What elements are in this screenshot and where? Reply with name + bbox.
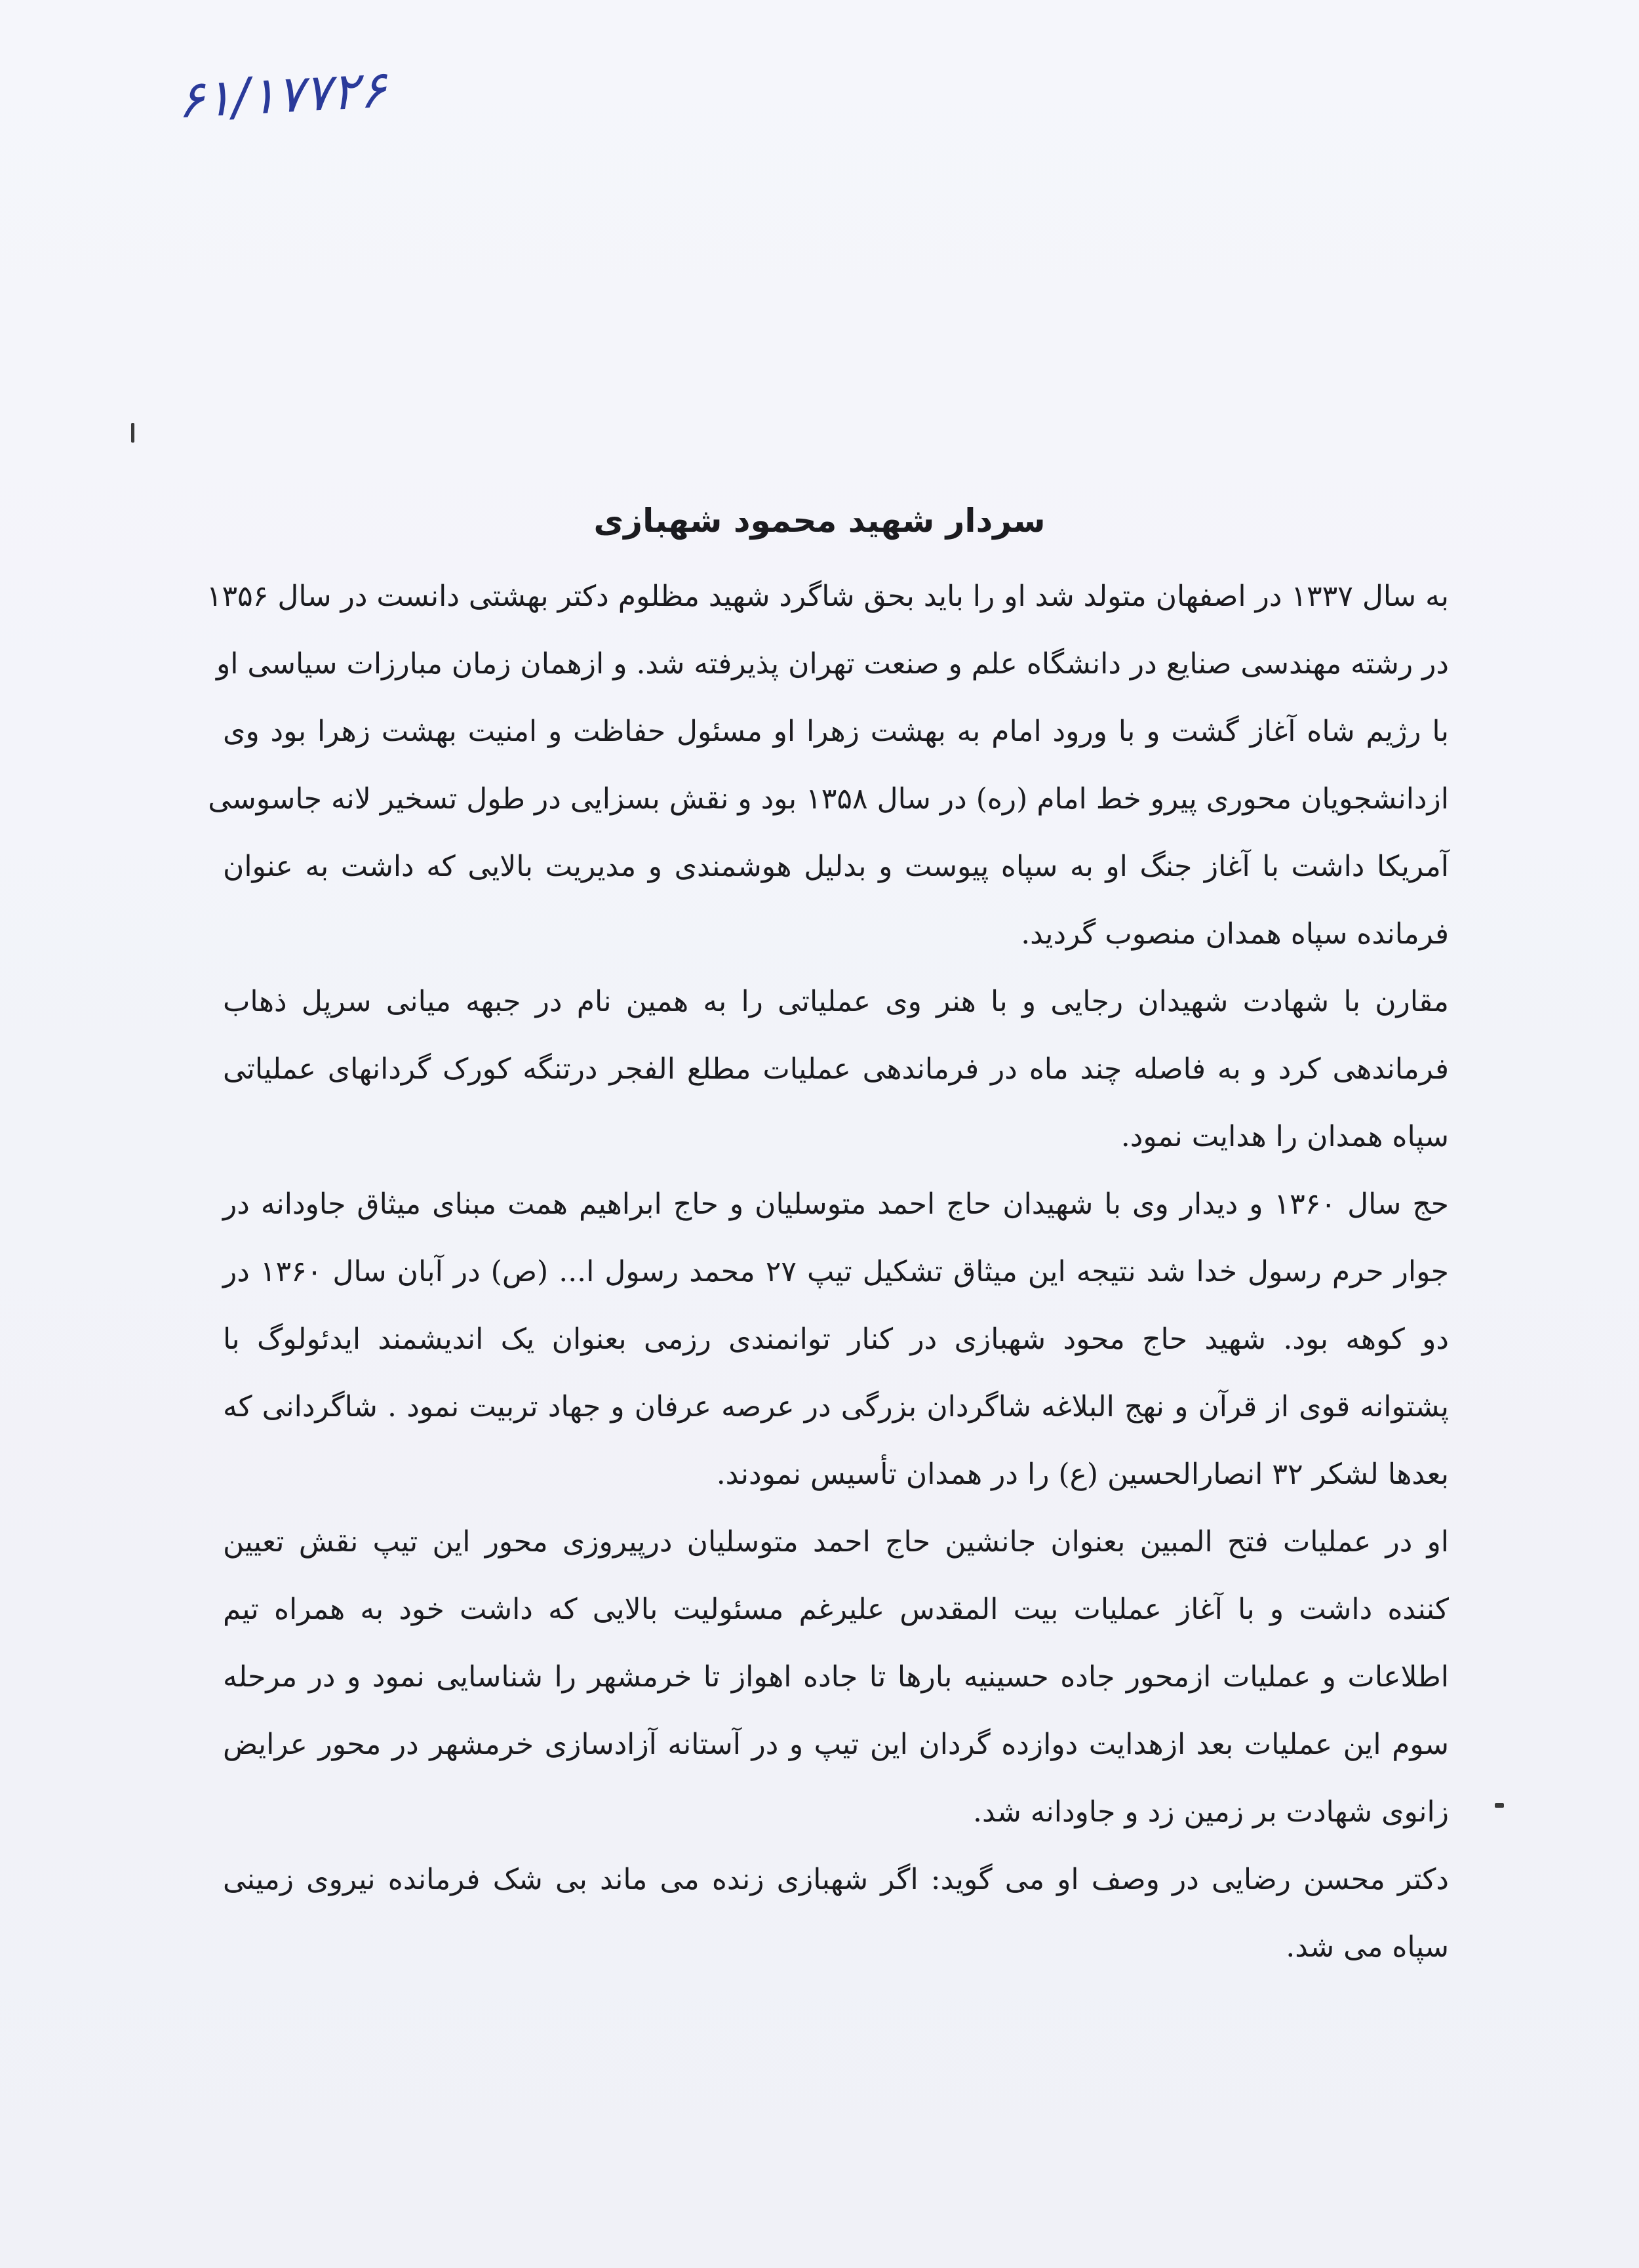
text-line: او در عملیات فتح المبین بعنوان جانشین حاج احمد متوسلیان درپیروزی محور این تیپ نقش تعیین	[223, 1525, 1449, 1559]
text-line: فرماندهی کرد و به فاصله چند ماه در فرماندهی عملیات مطلع الفجر درتنگه کورک گردانهای عملیاتی	[223, 1052, 1449, 1086]
text-line: سپاه می شد.	[1286, 1930, 1449, 1964]
paragraph	[223, 1508, 1449, 1846]
page-title: سردار شهید محمود شهبازی	[593, 501, 1046, 540]
text-line: جوار حرم رسول خدا شد نتیجه این میثاق تشکیل تیپ ۲۷ محمد رسول ا... (ص) در آبان سال ۱۳۶۰ در	[223, 1255, 1450, 1288]
text-line: پشتوانه قوی از قرآن و نهج البلاغه شاگردان بزرگی در عرصه عرفان و جهاد تربیت نمود . شاگردانی که	[223, 1390, 1449, 1423]
paragraph	[223, 1170, 1449, 1508]
text-line: دو کوهه بود. شهید حاج محود شهبازی در کنار توانمندی رزمی بعنوان یک اندیشمند ایدئولوگ با	[223, 1323, 1449, 1356]
text-line: ازدانشجویان محوری پیرو خط امام (ره) در سال ۱۳۵۸ بود و نقش بسزایی در طول تسخیر لانه جاسوسی	[208, 782, 1449, 816]
text-line: دکتر محسن رضایی در وصف او می گوید: اگر شهبازی زنده می ماند بی شک فرمانده نیروی زمینی	[223, 1863, 1449, 1896]
text-line: آمریکا داشت با آغاز جنگ او به سپاه پیوست و بدلیل هوشمندی و مدیریت بالایی که داشت به عنوان	[223, 850, 1449, 883]
text-line: با رژیم شاه آغاز گشت و با ورود امام به بهشت زهرا او مسئول حفاظت و امنیت بهشت زهرا بود وی	[223, 715, 1449, 748]
paragraph	[206, 563, 1449, 968]
paragraph	[223, 968, 1449, 1170]
stray-mark-left	[131, 423, 134, 443]
text-line: مقارن با شهادت شهیدان رجایی و با هنر وی عملیاتی را به همین نام در جبهه میانی سرپل ذهاب	[223, 985, 1449, 1018]
handwritten-archive-number: ۶۱/۱۷۷۲۶	[175, 60, 388, 130]
text-line: به سال ۱۳۳۷ در اصفهان متولد شد او را باید بحق شاگرد شهید مظلوم دکتر بهشتی دانست در سال ۱۳۵۶	[206, 580, 1449, 613]
text-line: بعدها لشکر ۳۲ انصارالحسین (ع) را در همدان تأسیس نمودند.	[716, 1458, 1449, 1491]
text-line: فرمانده سپاه همدان منصوب گردید.	[1021, 917, 1449, 951]
text-line: حج سال ۱۳۶۰ و دیدار وی با شهیدان حاج احمد متوسلیان و حاج ابراهیم همت مبنای میثاق جاودانه در	[223, 1187, 1449, 1221]
text-line: زانوی شهادت بر زمین زد و جاودانه شد.	[972, 1795, 1449, 1829]
text-line: اطلاعات و عملیات ازمحور جاده حسینیه بارها تا جاده اهواز تا خرمشهر را شناسایی نمود و در مرحله	[223, 1660, 1449, 1694]
text-line: در رشته مهندسی صنایع در دانشگاه علم و صنعت تهران پذیرفته شد. و ازهمان زمان مبارزات سیاسی او	[216, 647, 1449, 681]
text-line: سپاه همدان را هدایت نمود.	[1120, 1120, 1449, 1153]
stray-mark-right	[1495, 1803, 1504, 1808]
paragraph	[223, 1846, 1449, 1981]
body-text	[206, 563, 1450, 1981]
text-line: کننده داشت و با آغاز عملیات بیت المقدس علیرغم مسئولیت بالایی که داشت خود به همراه تیم	[223, 1593, 1449, 1626]
text-line: سوم این عملیات بعد ازهدایت دوازده گردان این تیپ و در آستانه آزادسازی خرمشهر در محور عرایض	[223, 1728, 1449, 1761]
